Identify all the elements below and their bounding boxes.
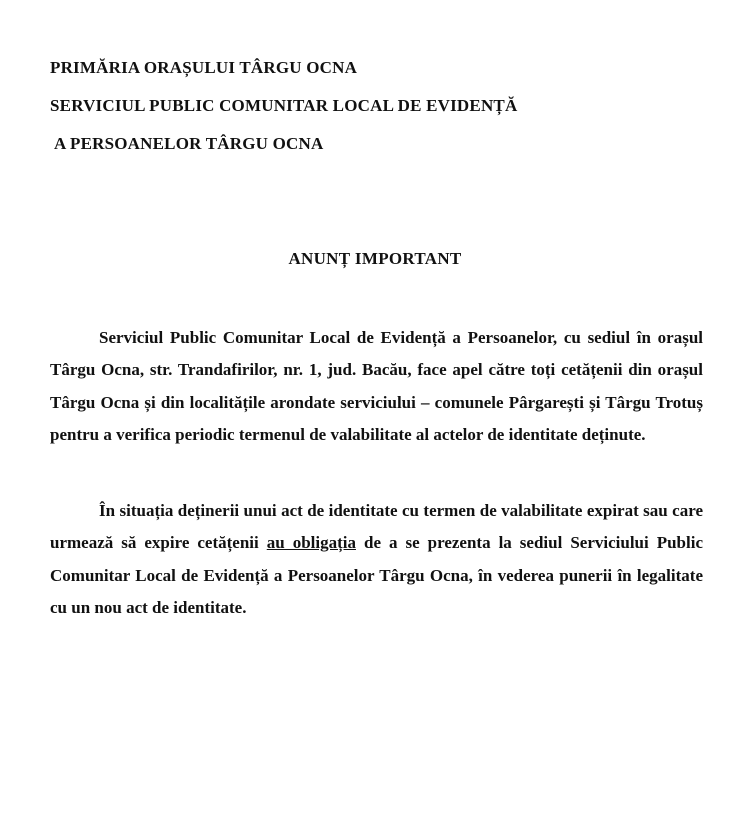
obligation-emphasis: au obligația <box>266 533 356 553</box>
paragraph-2-text-after: de a se prezenta la sediul Serviciului Public Comunitar Local de Evidență a Persoanelor Târgu Ocna, în vederea punerii în legalitate cu un nou act de identitate. <box>50 533 703 618</box>
announcement-paragraph-2 <box>50 495 703 625</box>
paragraph-2-text-before: În situația deținerii unui act de identitate cu termen de valabilitate expirat sau care urmează să expire cetățenii <box>50 501 703 553</box>
announcement-title: ANUNȚ IMPORTANT <box>288 249 462 268</box>
header-institution-line3: A PERSOANELOR TÂRGU OCNA <box>54 134 324 153</box>
header-institution-line1: PRIMĂRIA ORAȘULUI TÂRGU OCNA <box>50 58 358 77</box>
header-institution-line2: SERVICIUL PUBLIC COMUNITAR LOCAL DE EVIDENȚĂ <box>50 96 518 115</box>
announcement-paragraph-1: Serviciul Public Comunitar Local de Evidență a Persoanelor, cu sediul în orașul Târgu Ocna, str. Trandafirilor, nr. 1, jud. Bacău, face apel către toți cetățenii din orașul Târgu Ocna și din localitățile arondate serviciului – comunele Pârgarești și Târgu Trotuș pentru a verifica periodic termenul de valabilitate al actelor de identitate deținute. <box>50 328 703 445</box>
